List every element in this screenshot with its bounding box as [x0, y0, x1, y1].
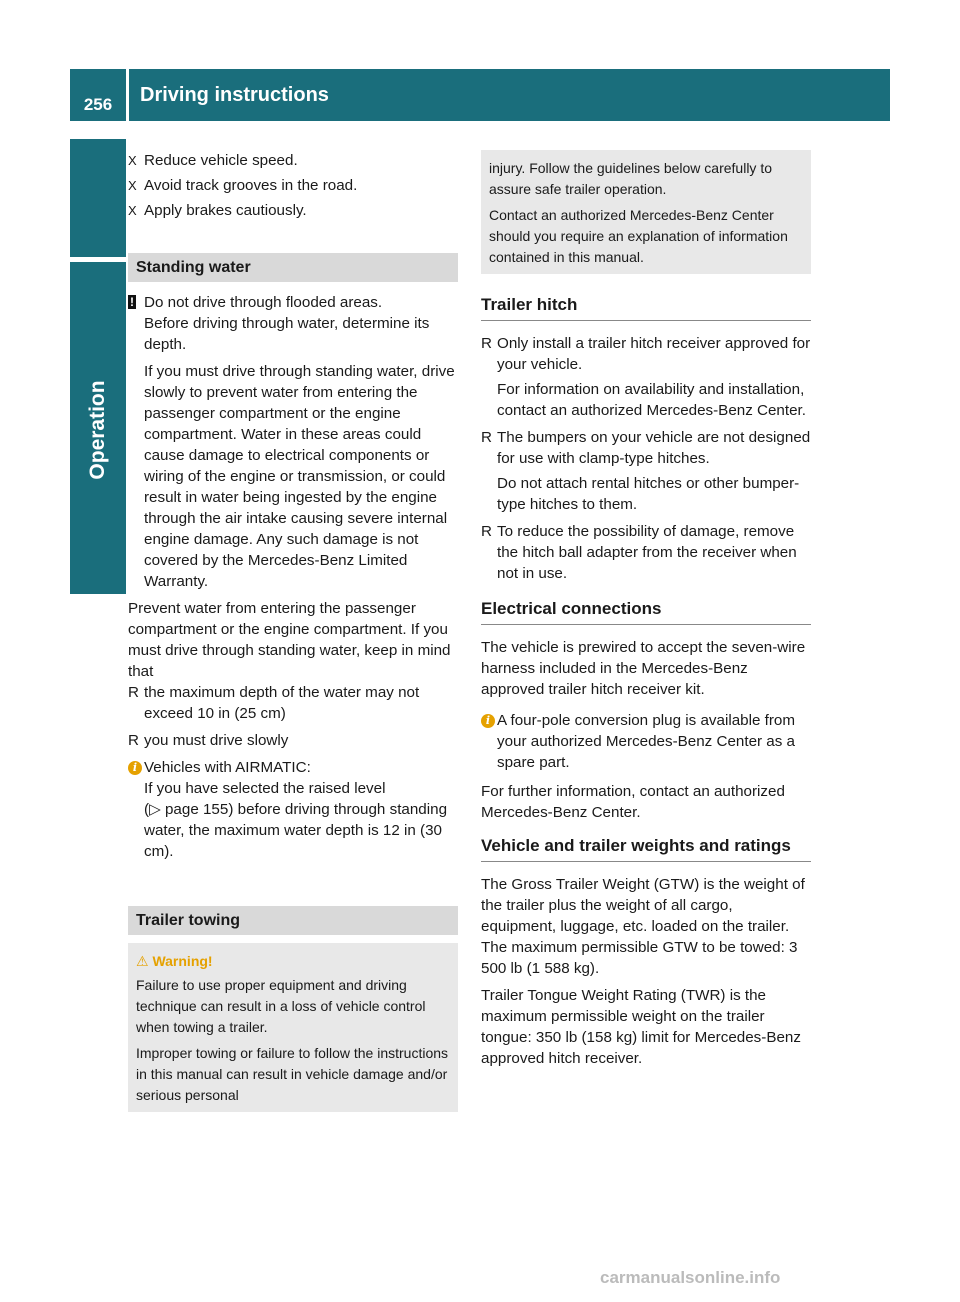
step-item: X Avoid track grooves in the road.: [128, 177, 358, 194]
bullet-marker-icon: R: [481, 429, 492, 446]
arrow-icon: ▷: [149, 801, 161, 818]
paragraph: Prevent water from entering the passenger compartment or the engine compartment. If you must drive through standing water, keep in mind that: [128, 600, 451, 680]
heading-vehicle-trailer-weights: Vehicle and trailer weights and ratings: [481, 835, 811, 862]
step-marker-icon: X: [128, 178, 137, 193]
info-icon: i: [481, 714, 495, 728]
bullet-item: R Only install a trailer hitch receiver approved for your vehicle. For information on availability and installation, contact an authorized Mercedes-Benz Center.: [481, 335, 811, 419]
exclamation-icon: !: [130, 295, 134, 309]
info-icon: i: [128, 761, 142, 775]
heading-trailer-hitch: Trailer hitch: [481, 294, 811, 321]
left-column: [128, 150, 458, 1112]
bullet-marker-icon: R: [128, 732, 139, 749]
right-column: injury. Follow the guidelines below carefully to assure safe trailer operation. Contact an authorized Mercedes-Benz Center should you require an explanation of information contained in this manual. Trailer hitch R Only install a trailer hitch receiver approved for your vehicle. For information on availability and installation, contact an authorized Mercedes-Benz Center. R The bumpers on your vehicle are not designed for use with clamp-type hitches. Do not attach rental hitches or other bumper-type hitches to them. R To reduce the possibility of damage, remove the hitch ball adapter from the receiver when not in use. Electrical connections The vehicle is prewired to accept the seven-wire harness included in the Mercedes-Benz approved trailer hitch receiver kit. i A four-pole conversion plug is available from your authorized Mercedes-Benz Center as a spare part. For further information, contact an authorized Mercedes-Benz Center. Vehicle and trailer weights and ratings The Gross Trailer Weight (GTW) is the weight of the trailer plus the weight of all cargo, equipment, luggage, etc. loaded on the trailer. The maximum permissible GTW to be towed: 3 500 lb (1 588 kg). Trailer Tongue Weight Rating (TWR) is the maximum permissible weight on the trailer tongue: 350 lb (158 kg) limit for Mercedes-Benz approved hitch receiver.: [481, 150, 811, 1075]
step-item: X Reduce vehicle speed.: [128, 152, 298, 169]
page-title: Driving instructions: [140, 84, 329, 106]
section-heading-standing-water: Standing water: [128, 253, 458, 282]
step-marker-icon: X: [128, 153, 137, 168]
bullet-item: R The bumpers on your vehicle are not designed for use with clamp-type hitches. Do not attach rental hitches or other bumper-type hitches to them.: [481, 429, 811, 513]
step-item: X Apply brakes cautiously.: [128, 202, 307, 219]
heading-electrical-connections: Electrical connections: [481, 598, 811, 625]
page-number: 256: [83, 95, 113, 114]
bullet-item: R To reduce the possibility of damage, remove the hitch ball adapter from the receiver when not in use.: [481, 523, 797, 582]
bullet-item: R the maximum depth of the water may not exceed 10 in (25 cm): [128, 684, 420, 722]
header-divider: [126, 69, 129, 121]
step-marker-icon: X: [128, 203, 137, 218]
bullet-marker-icon: R: [128, 684, 139, 701]
caution-note: ! Do not drive through flooded areas. Before driving through water, determine its depth. If you must drive through standing water, drive slowly to prevent water from entering the passenger compartment or the engine compartment. Water in these areas could cause damage to electrical components or wiring of the engine or transmission, or could result in water being ingested by the engine through the air intake causing severe internal engine damage. Any such damage is not covered by the Mercedes-Benz Limited Warranty.: [130, 294, 455, 590]
section-heading-trailer-towing: Trailer towing: [128, 906, 458, 935]
info-note: i Vehicles with AIRMATIC: If you have selected the raised level (▷ page 155) before driving through standing water, the maximum water depth is 12 in (30 cm).: [128, 757, 458, 862]
side-tab-label: Operation: [86, 380, 109, 480]
warning-box-continued: injury. Follow the guidelines below carefully to assure safe trailer operation. Contact an authorized Mercedes-Benz Center should you require an explanation of information contained in this manual.: [481, 150, 811, 274]
warning-title: Warning!: [152, 953, 213, 969]
bullet-item: R you must drive slowly: [128, 732, 289, 749]
info-note: i A four-pole conversion plug is available from your authorized Mercedes-Benz Center as a spare part.: [481, 710, 811, 773]
warning-box: ⚠ Warning! Failure to use proper equipment and driving technique can result in a loss of vehicle control when towing a trailer. Improper towing or failure to follow the instructions in this manual can result in vehicle damage and/or serious personal: [128, 943, 458, 1112]
page-reference-link[interactable]: page 155: [164, 801, 229, 818]
side-block: [70, 139, 126, 257]
bullet-marker-icon: R: [481, 335, 492, 352]
warning-triangle-icon: ⚠: [136, 953, 149, 969]
watermark: carmanualsonline.info: [600, 1268, 781, 1287]
bullet-marker-icon: R: [481, 523, 492, 540]
